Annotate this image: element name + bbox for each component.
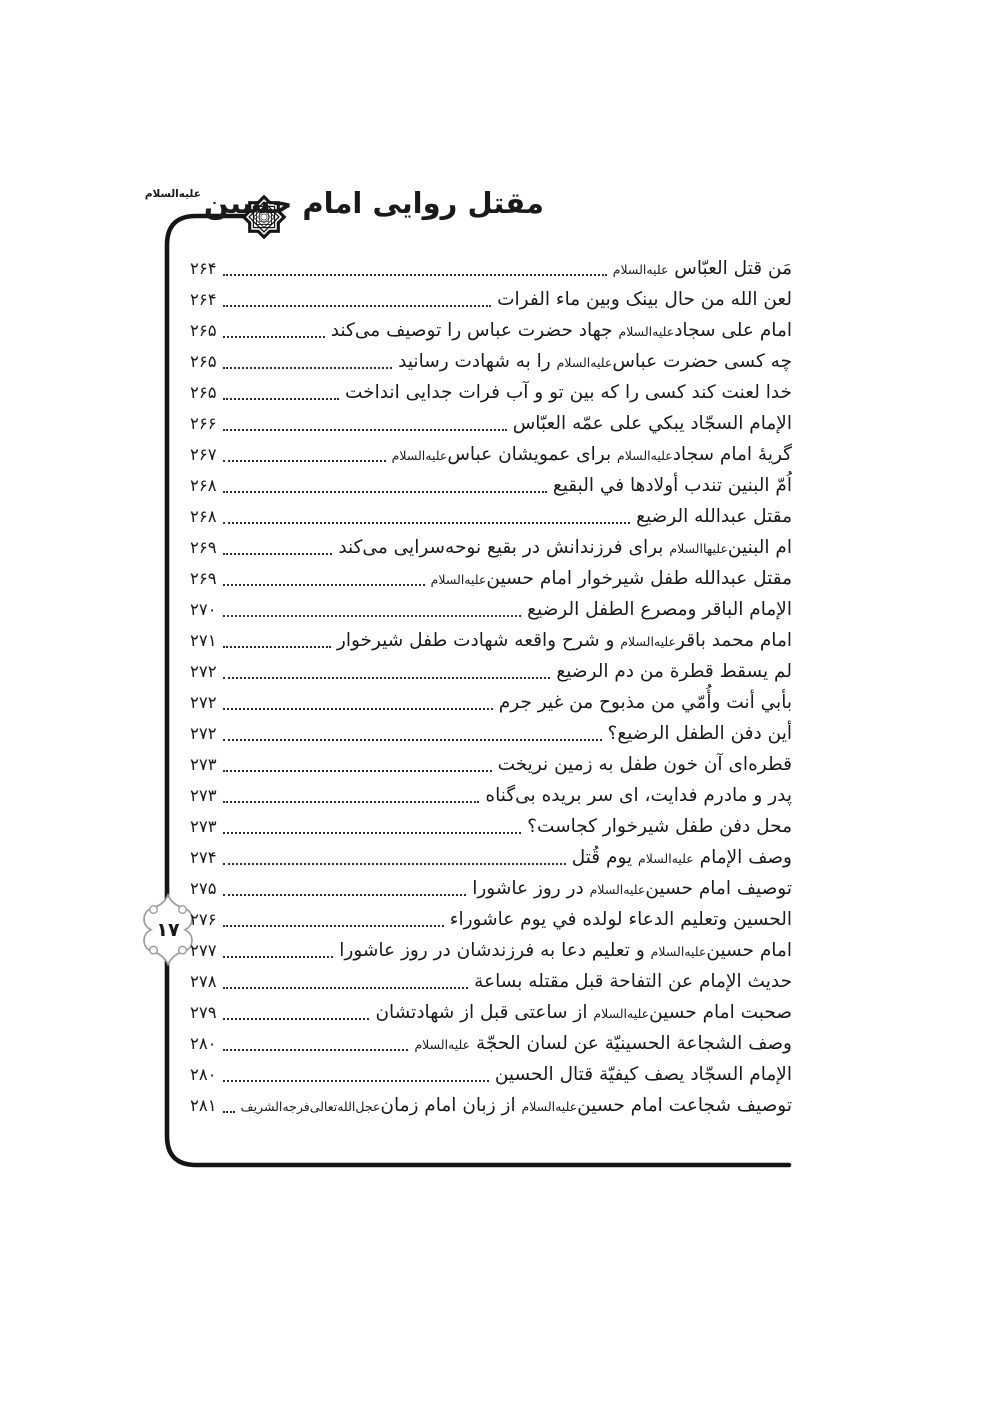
toc-entry-title: الإمام السجّاد یصف کیفیّة قتال الحسین xyxy=(494,1064,792,1085)
toc-row xyxy=(190,377,792,408)
toc-leader-dots xyxy=(223,925,444,927)
toc-leader-dots xyxy=(223,739,602,741)
toc-entry-page: ۲۶۵ xyxy=(190,352,217,371)
toc-entry-title: مَن قتل العبّاس علیه‌السلام xyxy=(612,258,792,279)
toc-leader-dots xyxy=(223,491,547,493)
toc-leader-dots xyxy=(223,894,467,896)
toc-entry-title: اُمّ البنین تندب أولادها في البقیع xyxy=(552,475,792,496)
toc-row xyxy=(190,966,792,997)
toc-entry-page: ۲۶۵ xyxy=(190,383,217,402)
toc-entry-page: ۲۷۸ xyxy=(190,972,217,991)
toc-row xyxy=(190,997,792,1028)
toc-leader-dots xyxy=(223,615,522,617)
toc-leader-dots xyxy=(223,646,331,648)
toc-entry-page: ۲۷۳ xyxy=(190,817,217,836)
toc-entry-title: لعن الله من حال بینک وبین ماء الفرات xyxy=(497,289,792,310)
toc-row xyxy=(190,625,792,656)
book-title-main: مقتل روایی امام حسین xyxy=(203,186,544,220)
toc-row xyxy=(190,315,792,346)
toc-row xyxy=(190,1059,792,1090)
toc-entry-title: امام علی سجادعلیه‌السلام جهاد حضرت عباس را توصیف می‌کند xyxy=(330,320,792,341)
toc-entry-title: حدیث الإمام عن التفاحة قبل مقتله بساعة xyxy=(474,971,792,992)
toc-entry-page: ۲۸۰ xyxy=(190,1034,217,1053)
toc-leader-dots xyxy=(223,863,566,865)
toc-entry-title: الحسین وتعلیم الدعاء لولده في یوم عاشوراء xyxy=(449,909,792,930)
toc-entry-page: ۲۷۲ xyxy=(190,662,217,681)
toc-entry-page: ۲۶۴ xyxy=(190,259,217,278)
toc-entry-title: پدر و مادرم فدایت، ای سر بریده بی‌گناه xyxy=(485,785,792,806)
toc-entry-page: ۲۷۰ xyxy=(190,600,217,619)
toc-row xyxy=(190,408,792,439)
toc-entry-title: امام حسین‌علیه‌السلام و تعلیم دعا به فرزندشان در روز عاشورا xyxy=(339,940,792,961)
toc-entry-page: ۲۷۷ xyxy=(190,941,217,960)
toc-row xyxy=(190,439,792,470)
toc-leader-dots xyxy=(223,770,492,772)
toc-entry-title: وصف الشجاعة الحسینیّة عن لسان الحجّة علیه‌السلام xyxy=(414,1033,792,1054)
toc-leader-dots xyxy=(223,336,325,338)
toc-entry-title: امام محمد باقرعلیه‌السلام و شرح واقعه شهادت طفل شیرخوار xyxy=(336,630,792,651)
toc-entry-title: الإمام السجّاد یبکي علی عمّه العبّاس xyxy=(512,413,792,434)
toc-entry-page: ۲۶۹ xyxy=(190,569,217,588)
toc-entry-title: توصیف امام حسین‌علیه‌السلام در روز عاشورا xyxy=(472,878,792,899)
toc-entry-title: مقتل عبدالله الرضیع xyxy=(636,506,792,527)
toc-entry-title: ام البنین‌علیهاالسلام برای فرزندانش در بقیع نوحه‌سرایی می‌کند xyxy=(338,537,792,558)
toc-entry-title: أین دفن الطفل الرضیع؟ xyxy=(607,723,792,744)
toc-entry-page: ۲۶۶ xyxy=(190,414,217,433)
toc-entry-title: بأبي أنت وأُمّي من مذبوح من غیر جرم xyxy=(498,692,792,713)
toc-row xyxy=(190,501,792,532)
toc-entry-title: وصف الإمام علیه‌السلام یوم قُتل xyxy=(571,847,792,868)
toc-entry-page: ۲۸۰ xyxy=(190,1065,217,1084)
toc-row xyxy=(190,563,792,594)
toc-leader-dots xyxy=(223,398,339,400)
toc-row xyxy=(190,1028,792,1059)
toc-row xyxy=(190,284,792,315)
toc-entry-page: ۲۷۶ xyxy=(190,910,217,929)
toc-row xyxy=(190,253,792,284)
toc-entry-title: صحبت امام حسین‌علیه‌السلام از ساعتی قبل از شهادتشان xyxy=(375,1002,792,1023)
toc-row xyxy=(190,1090,792,1121)
toc-leader-dots xyxy=(223,987,469,989)
toc-leader-dots xyxy=(223,522,631,524)
toc-leader-dots xyxy=(223,956,334,958)
toc-row xyxy=(190,842,792,873)
toc-leader-dots xyxy=(223,801,480,803)
book-title-honorific: علیه‌السلام xyxy=(144,188,201,200)
toc-entry-page: ۲۷۹ xyxy=(190,1003,217,1022)
toc-leader-dots xyxy=(223,708,493,710)
toc-row xyxy=(190,873,792,904)
toc-entry-page: ۲۶۸ xyxy=(190,476,217,495)
toc-row xyxy=(190,718,792,749)
toc-row xyxy=(190,780,792,811)
book-title xyxy=(144,186,544,220)
toc-entry-page: ۲۶۵ xyxy=(190,321,217,340)
page-number-medallion xyxy=(140,892,196,968)
toc-row xyxy=(190,594,792,625)
toc-entry-page: ۲۶۸ xyxy=(190,507,217,526)
toc-leader-dots xyxy=(223,584,425,586)
toc-entry-page: ۲۶۴ xyxy=(190,290,217,309)
toc-entry-page: ۲۷۴ xyxy=(190,848,217,867)
toc-entry-title: محل دفن طفل شیرخوار کجاست؟ xyxy=(527,816,792,837)
toc-list xyxy=(190,253,792,1121)
toc-entry-page: ۲۷۱ xyxy=(190,631,217,650)
toc-row xyxy=(190,687,792,718)
toc-entry-page: ۲۷۵ xyxy=(190,879,217,898)
toc-row xyxy=(190,811,792,842)
toc-entry-title: خدا لعنت کند کسی را که بین تو و آب فرات جدایی انداخت xyxy=(344,382,792,403)
toc-entry-page: ۲۸۱ xyxy=(190,1096,217,1115)
toc-entry-title: لم یسقط قطرة من دم الرضیع xyxy=(556,661,792,682)
toc-row xyxy=(190,904,792,935)
toc-row xyxy=(190,532,792,563)
toc-row xyxy=(190,656,792,687)
toc-leader-dots xyxy=(223,305,492,307)
toc-entry-page: ۲۷۲ xyxy=(190,724,217,743)
toc-entry-title: الإمام الباقر ومصرع الطفل الرضیع xyxy=(527,599,792,620)
toc-leader-dots xyxy=(223,367,393,369)
toc-row xyxy=(190,346,792,377)
toc-leader-dots xyxy=(223,429,507,431)
toc-leader-dots xyxy=(223,1080,489,1082)
toc-entry-page: ۲۷۳ xyxy=(190,755,217,774)
toc-entry-title: گریۀ امام سجادعلیه‌السلام برای عمویشان عباس‌علیه‌السلام xyxy=(391,444,792,465)
toc-entry-page: ۲۷۲ xyxy=(190,693,217,712)
page-number: ۱۷ xyxy=(156,919,180,941)
toc-entry-page: ۲۶۹ xyxy=(190,538,217,557)
toc-entry-title: چه کسی حضرت عباس‌علیه‌السلام را به شهادت رسانید xyxy=(398,351,792,372)
toc-entry-title: مقتل عبدالله طفل شیرخوار امام حسین‌علیه‌السلام xyxy=(430,568,792,589)
toc-leader-dots xyxy=(223,553,333,555)
toc-leader-dots xyxy=(223,832,522,834)
toc-leader-dots xyxy=(223,1111,235,1113)
toc-entry-title: توصیف شجاعت امام حسین‌علیه‌السلام از زبان امام زمان‌عجل‌الله‌تعالی‌فرجه‌الشریف xyxy=(240,1095,792,1116)
toc-row xyxy=(190,470,792,501)
toc-leader-dots xyxy=(223,274,607,276)
toc-entry-page: ۲۶۷ xyxy=(190,445,217,464)
toc-leader-dots xyxy=(223,1049,409,1051)
toc-leader-dots xyxy=(223,1018,370,1020)
toc-row xyxy=(190,749,792,780)
toc-row xyxy=(190,935,792,966)
toc-leader-dots xyxy=(223,460,386,462)
toc-leader-dots xyxy=(223,677,551,679)
toc-entry-page: ۲۷۳ xyxy=(190,786,217,805)
toc-entry-title: قطره‌ای آن خون طفل به زمین نریخت xyxy=(497,754,792,775)
